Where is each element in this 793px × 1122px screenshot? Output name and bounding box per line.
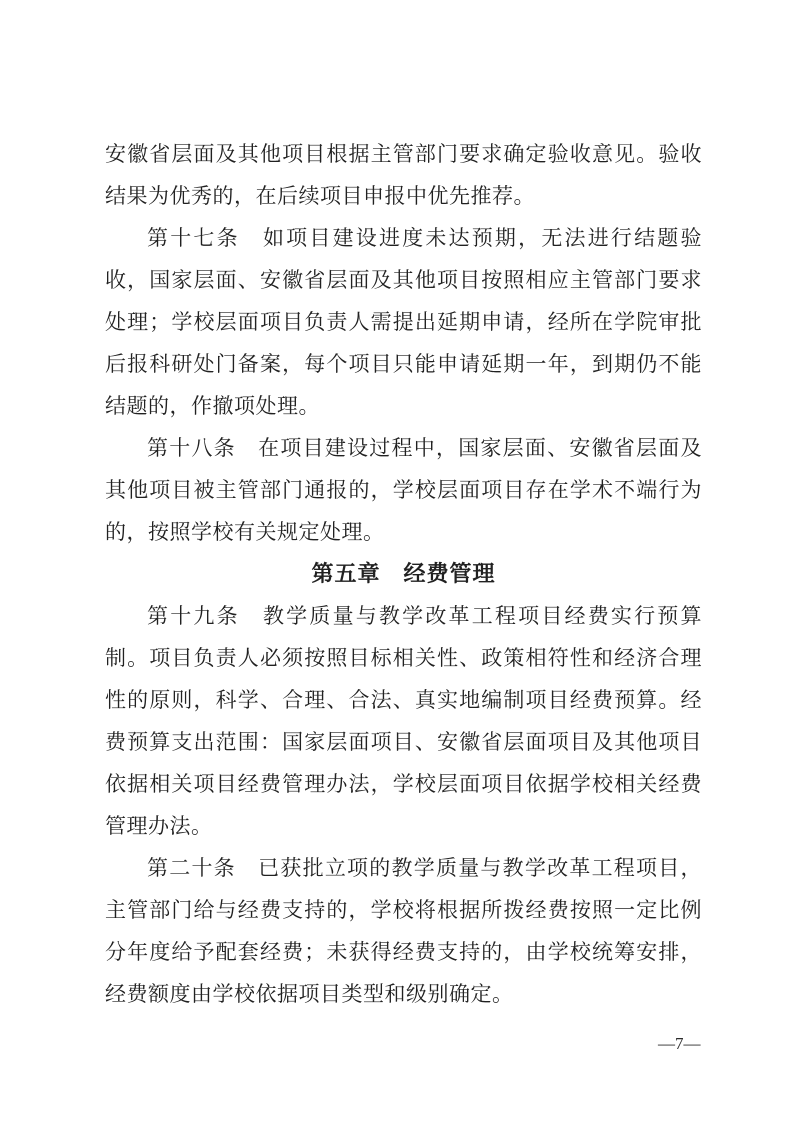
chapter-5-heading: 第五章 经费管理 <box>311 561 496 586</box>
document-body <box>105 133 702 1015</box>
paragraph-acceptance-result: 安徽省层面及其他项目根据主管部门要求确定验收意见。验收结果为优秀的，在后续项目申报中优先推荐。 <box>105 142 702 208</box>
paragraph-article-18: 第十八条 在项目建设过程中，国家层面、安徽省层面及其他项目被主管部门通报的，学校层面项目存在学术不端行为的，按照学校有关规定处理。 <box>105 436 702 544</box>
page-number: —7— <box>658 1034 701 1053</box>
paragraph-article-17: 第十七条 如项目建设进度未达预期，无法进行结题验收，国家层面、安徽省层面及其他项目按照相应主管部门要求处理；学校层面项目负责人需提出延期申请，经所在学院审批后报科研处门备案，每个项目只能申请延期一年，到期仍不能结题的，作撤项处理。 <box>105 226 702 418</box>
paragraph-article-19: 第十九条 教学质量与教学改革工程项目经费实行预算制。项目负责人必须按照目标相关性、政策相符性和经济合理性的原则，科学、合理、合法、真实地编制项目经费预算。经费预算支出范围：国家层面项目、安徽省层面项目及其他项目依据相关项目经费管理办法，学校层面项目依据学校相关经费管理办法。 <box>105 604 702 838</box>
paragraph-article-20: 第二十条 已获批立项的教学质量与教学改革工程项目，主管部门给与经费支持的，学校将根据所拨经费按照一定比例分年度给予配套经费；未获得经费支持的，由学校统筹安排，经费额度由学校依据项目类型和级别确定。 <box>105 856 702 1006</box>
